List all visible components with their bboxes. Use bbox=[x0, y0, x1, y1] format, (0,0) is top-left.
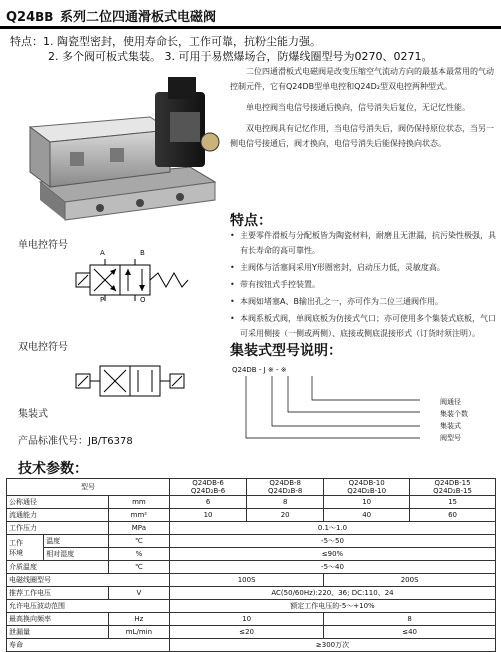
standard-code: 产品标准代号：JB/T6378 bbox=[18, 436, 133, 447]
port-b: B bbox=[140, 249, 145, 257]
table-row bbox=[7, 639, 496, 652]
specials-heading: 特点： bbox=[230, 213, 272, 229]
row-label: 寿命 bbox=[7, 639, 170, 652]
row-unit: Hz bbox=[108, 613, 169, 626]
tech-table bbox=[6, 478, 496, 652]
double-symbol-label: 双电控符号 bbox=[18, 342, 68, 353]
row-unit: ℃ bbox=[108, 535, 169, 548]
table-row bbox=[7, 574, 496, 587]
row-label: 泄漏量 bbox=[7, 626, 109, 639]
manifold-label: 集装式 bbox=[18, 409, 48, 420]
model-code: Q24DB - J ※ - ※ bbox=[232, 366, 287, 374]
list-item: • 主要零件滑板与分配板皆为陶瓷材料，耐磨且无泄漏，抗污染性极强，具有长寿命的高可靠性。 bbox=[240, 228, 498, 258]
cell: 20 bbox=[247, 509, 324, 522]
legend-item: 集装个数 bbox=[440, 410, 468, 418]
model-cell: Q24DB-6 Q24D₂B-6 bbox=[170, 479, 247, 496]
row-label: 公称通径 bbox=[7, 496, 109, 509]
legend-item: 阀通径 bbox=[440, 398, 461, 406]
row-label: 允许电压波动范围 bbox=[7, 600, 170, 613]
cell: 8 bbox=[247, 496, 324, 509]
double-solenoid-symbol bbox=[70, 356, 205, 406]
cell: 15 bbox=[410, 496, 496, 509]
col-model: 型号 bbox=[7, 479, 170, 496]
tech-heading: 技术参数： bbox=[18, 461, 88, 477]
page-title: Q24BB 系列二位四通滑板式电磁阀 bbox=[6, 10, 216, 25]
cell: 10 bbox=[170, 509, 247, 522]
row-label: 工作压力 bbox=[7, 522, 109, 535]
port-a: A bbox=[100, 249, 105, 257]
single-symbol-label: 单电控符号 bbox=[18, 240, 68, 251]
legend-item: 集装式 bbox=[440, 422, 461, 430]
row-unit: V bbox=[108, 587, 169, 600]
table-row bbox=[7, 587, 496, 600]
table-row bbox=[7, 522, 496, 535]
cell: ≤90% bbox=[170, 548, 496, 561]
cell: 10 bbox=[170, 613, 324, 626]
model-heading: 集装式型号说明： bbox=[230, 343, 342, 359]
row-unit: mL/min bbox=[108, 626, 169, 639]
group-label: 工作 环境 bbox=[7, 535, 44, 561]
list-item: • 本阀如堵塞A、B输出孔之一，亦可作为二位三通阀作用。 bbox=[240, 294, 498, 309]
port-p: P bbox=[100, 296, 105, 304]
features-header bbox=[10, 34, 432, 64]
model-cell: Q24DB-10 Q24D₂B-10 bbox=[324, 479, 410, 496]
row-label: 电磁线圈型号 bbox=[7, 574, 170, 587]
cell: 60 bbox=[410, 509, 496, 522]
table-row bbox=[7, 613, 496, 626]
table-row bbox=[7, 535, 496, 548]
feature-line-1: 1. 陶瓷型密封，使用寿命长，工作可靠，抗粉尘能力强。 bbox=[43, 35, 321, 48]
row-label: 温度 bbox=[44, 535, 109, 548]
row-unit: % bbox=[108, 548, 169, 561]
row-label: 推荐工作电压 bbox=[7, 587, 109, 600]
row-label: 相对湿度 bbox=[44, 548, 109, 561]
cell: 100S bbox=[170, 574, 324, 587]
row-unit: mm² bbox=[108, 509, 169, 522]
feature-line-2: 2. 多个阀可板式集装。 3. 可用于易燃爆场合，防爆线圈型号为0270、0271。 bbox=[48, 50, 433, 63]
cell: ≤20 bbox=[170, 626, 324, 639]
row-unit: mm bbox=[108, 496, 169, 509]
cell: AC(50/60Hz):220、36; DC:110、24 bbox=[170, 587, 496, 600]
specials-list bbox=[230, 228, 498, 343]
description bbox=[230, 64, 494, 157]
cell: -5～40 bbox=[170, 561, 496, 574]
table-row bbox=[7, 496, 496, 509]
model-callout-lines bbox=[240, 372, 440, 444]
cell: 6 bbox=[170, 496, 247, 509]
cell: 200S bbox=[324, 574, 496, 587]
model-cell: Q24DB-15 Q24D₂B-15 bbox=[410, 479, 496, 496]
list-item: • 本阀系板式阀，单阀底板为仿接式气口；亦可使用多个集装式底板，气口可采用侧接（一侧或两侧）、底接或侧底混接形式（订货时须注明）。 bbox=[240, 311, 498, 341]
cell: ≤40 bbox=[324, 626, 496, 639]
title-name: 系列二位四通滑板式电磁阀 bbox=[59, 10, 216, 25]
list-item: • 带有按钮式手控装置。 bbox=[240, 277, 498, 292]
table-row bbox=[7, 561, 496, 574]
row-unit: MPa bbox=[108, 522, 169, 535]
description-paragraph: 单电控阀当电信号接通后换向，信号消失后复位，无记忆性能。 bbox=[246, 103, 470, 112]
model-cell: Q24DB-8 Q24D₂B-8 bbox=[247, 479, 324, 496]
cell: 0.1～1.0 bbox=[170, 522, 496, 535]
features-label: 特点： bbox=[10, 35, 43, 48]
cell: 10 bbox=[324, 496, 410, 509]
table-row bbox=[7, 509, 496, 522]
row-label: 流通能力 bbox=[7, 509, 109, 522]
description-paragraph: 双电控阀具有记忆作用，当电信号消失后，阀仍保持原位状态，当另一侧电信号接通后，阀才换向，电信号消失后能保持换向状态。 bbox=[230, 124, 494, 148]
cell: 8 bbox=[324, 613, 496, 626]
model-legend bbox=[440, 396, 468, 444]
cell: ≥300万次 bbox=[170, 639, 496, 652]
list-item: • 主阀体与活塞间采用Y形圈密封，启动压力低，灵敏度高。 bbox=[240, 260, 498, 275]
row-label: 最高换向频率 bbox=[7, 613, 109, 626]
title-rule bbox=[0, 26, 501, 29]
product-photo bbox=[10, 72, 225, 232]
cell: 40 bbox=[324, 509, 410, 522]
row-unit: ℃ bbox=[108, 561, 169, 574]
cell: -5～50 bbox=[170, 535, 496, 548]
table-row bbox=[7, 548, 496, 561]
legend-item: 阀型号 bbox=[440, 434, 461, 442]
valve-image bbox=[10, 72, 225, 232]
table-row bbox=[7, 626, 496, 639]
title-suffix: BB bbox=[35, 10, 54, 24]
table-row bbox=[7, 600, 496, 613]
port-o: O bbox=[140, 296, 146, 304]
table-row bbox=[7, 479, 496, 496]
description-paragraph: 二位四通滑板式电磁阀是改变压缩空气流动方向的最基本最常用的气动控制元件，它有Q24DB型单电控和Q24D₂型双电控两种型式。 bbox=[230, 67, 494, 91]
cell: 额定工作电压的-5～+10% bbox=[170, 600, 496, 613]
row-label: 介质温度 bbox=[7, 561, 109, 574]
single-solenoid-symbol bbox=[70, 255, 205, 305]
